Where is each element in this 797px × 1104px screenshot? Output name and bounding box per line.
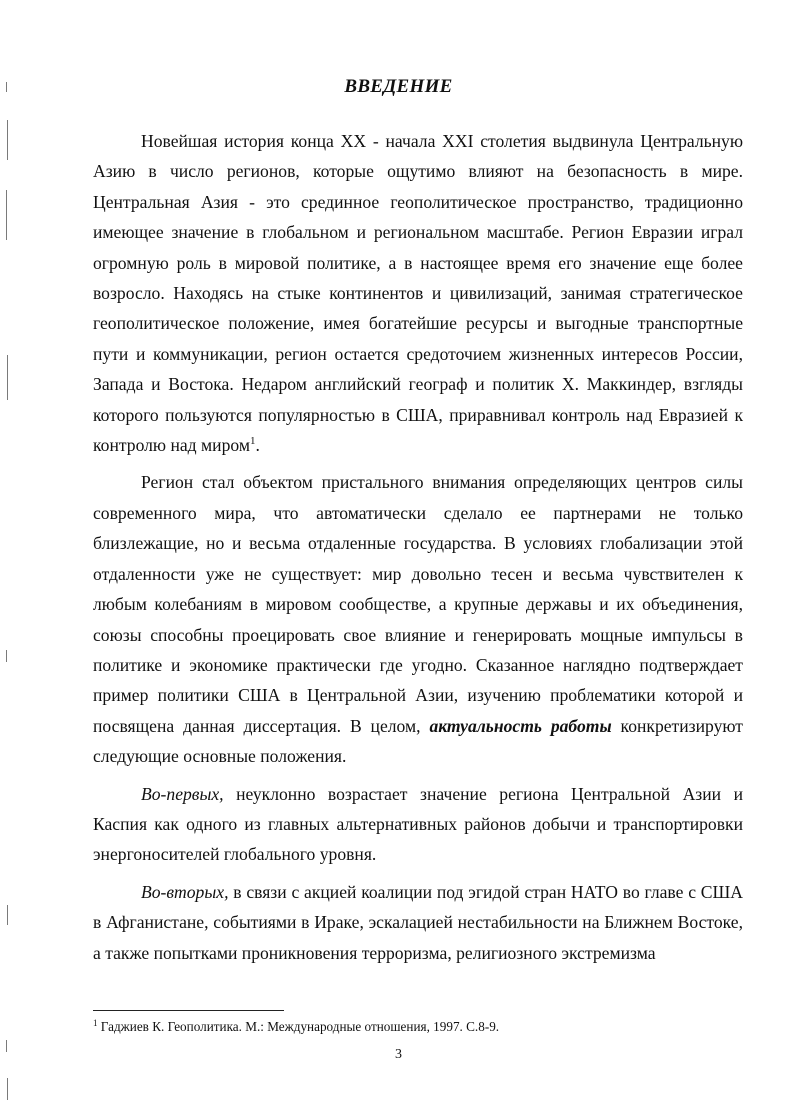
footnote-reference: 1 (249, 435, 256, 448)
second-point-text: в связи с акцией коалиции под эгидой стран НАТО во главе с США в Афганистане, событиями в Ираке, эскалацией нестабильности на Ближнем Востоке, а также попытками проникновения терроризма, религиозного экстремизма (93, 881, 743, 963)
scan-artifact (7, 120, 8, 160)
scan-artifact (7, 905, 8, 925)
footnote-mark: 1 (93, 1018, 98, 1028)
first-point-text: неуклонно возрастает значение региона Центральной Азии и Каспия как одного из главных альтернативных районов добычи и транспортировки энергоносителей глобального уровня. (93, 783, 743, 865)
paragraph-intro (93, 126, 743, 460)
paragraph-relevance-text: Регион стал объектом пристального внимания определяющих центров силы современного мира, что автоматически сделало ее партнерами не только близлежащие, но и весьма отдаленные государства. В условиях глобализации этой отдаленности уже не существует: мир довольно тесен и весьма чувствителен к любым колебаниям в мировом сообществе, а крупные державы и их объединения, союзы способны проецировать свое влияние и генерировать мощные импульсы в политике и экономике практически где угодно. Сказанное наглядно подтверждает пример политики США в Центральной Азии, изучению проблематики которой и посвящена данная диссертация. В целом, (93, 472, 743, 736)
second-point-lead: Во-вторых, (141, 881, 229, 902)
paragraph-intro-text: Новейшая история конца XX - начала XXI столетия выдвинула Центральную Азию в число регионов, которые ощутимо влияют на безопасность в мире. Центральная Азия - это срединное геополитическое пространство, традиционно имеющее значение в глобальном и региональном масштабе. Регион Евразии играл огромную роль в мировой политике, а в настоящее время его значение еще более возросло. Находясь на стыке континентов и цивилизаций, занимая стратегическое геополитическое положение, имея богатейшие ресурсы и выгодные транспортные пути и коммуникации, регион остается средоточием жизненных интересов России, Запада и Востока. Недаром английский географ и политик X. Маккиндер, взгляды которого пользуются популярностью в США, приравнивал контроль над Евразией к контролю над миром (93, 131, 743, 456)
footnote-divider (93, 1010, 284, 1011)
page-number: 3 (395, 1047, 402, 1062)
scan-artifact (7, 355, 8, 400)
scan-artifact (6, 650, 7, 662)
scan-artifact (6, 190, 7, 240)
paragraph-second-point (93, 877, 743, 968)
relevance-emphasis: актуальность работы (429, 715, 612, 736)
paragraph-first-point (93, 779, 743, 870)
paragraph-relevance-tail: конкретизируют следующие основные положения. (93, 715, 743, 767)
paragraph-intro-end: . (255, 435, 260, 456)
footnote-text: Гаджиев К. Геополитика. М.: Международные отношения, 1997. С.8-9. (97, 1019, 500, 1034)
body-text (93, 126, 743, 968)
paragraph-relevance (93, 467, 743, 771)
scan-artifact (7, 1078, 8, 1100)
page-title: ВВЕДЕНИЕ (344, 76, 453, 97)
footnote (93, 1018, 743, 1036)
first-point-lead: Во-первых, (141, 783, 224, 804)
